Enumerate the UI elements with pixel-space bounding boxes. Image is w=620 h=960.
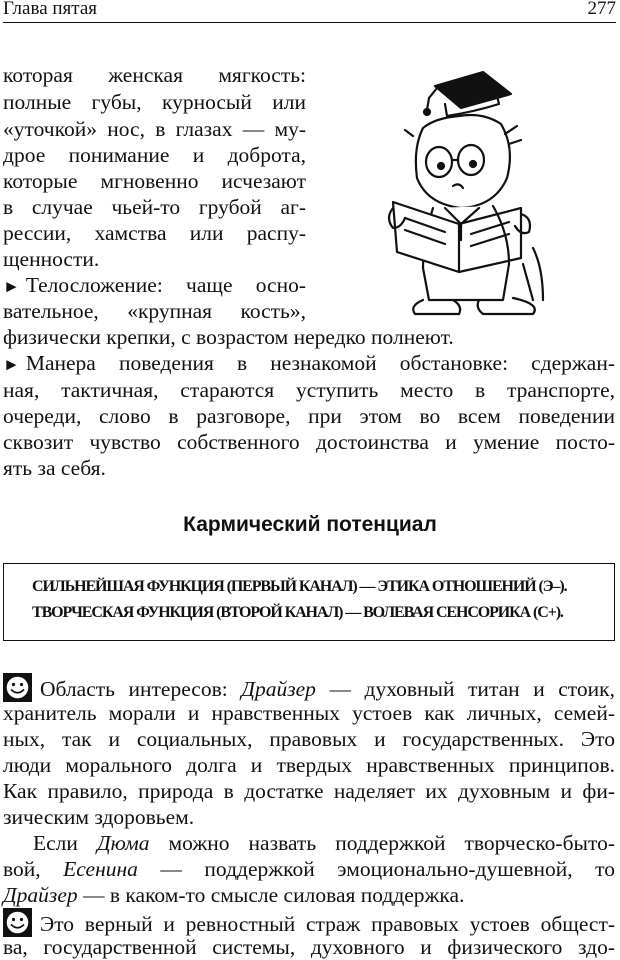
- text-line: полные губы, курносый или: [3, 90, 306, 114]
- text-line: Это верный и ревностный страж правовых устоев общест-: [3, 908, 615, 937]
- smiley-icon: [3, 673, 32, 702]
- student-cartoon-illustration: [383, 68, 563, 316]
- bullet-triangle-icon: ►: [3, 277, 20, 296]
- behavior-line: очереди, слово в разговоре, при этом во всем поведении: [3, 404, 615, 428]
- bullet-triangle-icon: ►: [3, 355, 20, 374]
- text-line: люди морального долга и твердых нравственных принципов.: [3, 753, 615, 777]
- text-line: хранитель морали и нравственных устоев как личных, семей-: [3, 701, 615, 725]
- build-line: вательное, «крупная кость»,: [3, 299, 306, 323]
- behavior-line: ная, тактичная, стараются уступить место в транспорте,: [3, 378, 615, 402]
- text-line: рессии, хамства или распу-: [3, 221, 306, 245]
- page-header: [3, 0, 616, 23]
- text-line: Если Дюма можно назвать поддержкой творческо-быто-: [33, 831, 615, 855]
- text-line: в случае чьей-то грубой аг-: [3, 195, 306, 219]
- behavior-line: ять за себя.: [3, 456, 106, 480]
- function-box: [3, 563, 615, 641]
- build-line: физически крепки, с возрастом нередко полнеют.: [3, 325, 454, 349]
- text-line: Как правило, природа в достатке наделяет их духовным и фи-: [3, 779, 615, 803]
- text-line: вой, Есенина — поддержкой эмоционально-душевной, то: [3, 857, 615, 881]
- text-line: Драйзер — в каком-то смысле силовая поддержка.: [3, 883, 465, 907]
- text-line: ных, так и социальных, правовых и государственных. Это: [3, 727, 615, 751]
- chapter-title: Глава пятая: [3, 0, 97, 19]
- text-line: Область интересов: Драйзер — духовный титан и стоик,: [3, 673, 615, 702]
- text-line: которая женская мягкость:: [3, 63, 306, 87]
- section-heading: Кармический потенциал: [183, 513, 437, 536]
- text-line: которые мгновенно исчезают: [3, 169, 306, 193]
- function-box-line: ТВОРЧЕСКАЯ ФУНКЦИЯ (ВТОРОЙ КАНАЛ) — ВОЛЕВАЯ СЕНСОРИКА (С+).: [32, 604, 563, 621]
- function-box-line: СИЛЬНЕЙШАЯ ФУНКЦИЯ (ПЕРВЫЙ КАНАЛ) — ЭТИКА ОТНОШЕНИЙ (Э–).: [32, 578, 567, 595]
- text-line: дрое понимание и доброта,: [3, 143, 306, 167]
- build-line: ► Телосложение: чаще осно-: [3, 273, 306, 297]
- page-number: 277: [587, 0, 616, 19]
- text-line: «уточкой» нос, в глазах — му-: [3, 117, 306, 141]
- text-line: зическим здоровьем.: [3, 805, 195, 829]
- smiley-icon: [3, 908, 32, 937]
- behavior-line: сквозит чувство собственного достоинства и умение посто-: [3, 430, 615, 454]
- behavior-line: ► Манера поведения в незнакомой обстановке: сдержан-: [3, 351, 615, 375]
- text-line: щенности.: [3, 247, 100, 271]
- text-line: ва, государственной системы, духовного и физического здо-: [3, 935, 615, 959]
